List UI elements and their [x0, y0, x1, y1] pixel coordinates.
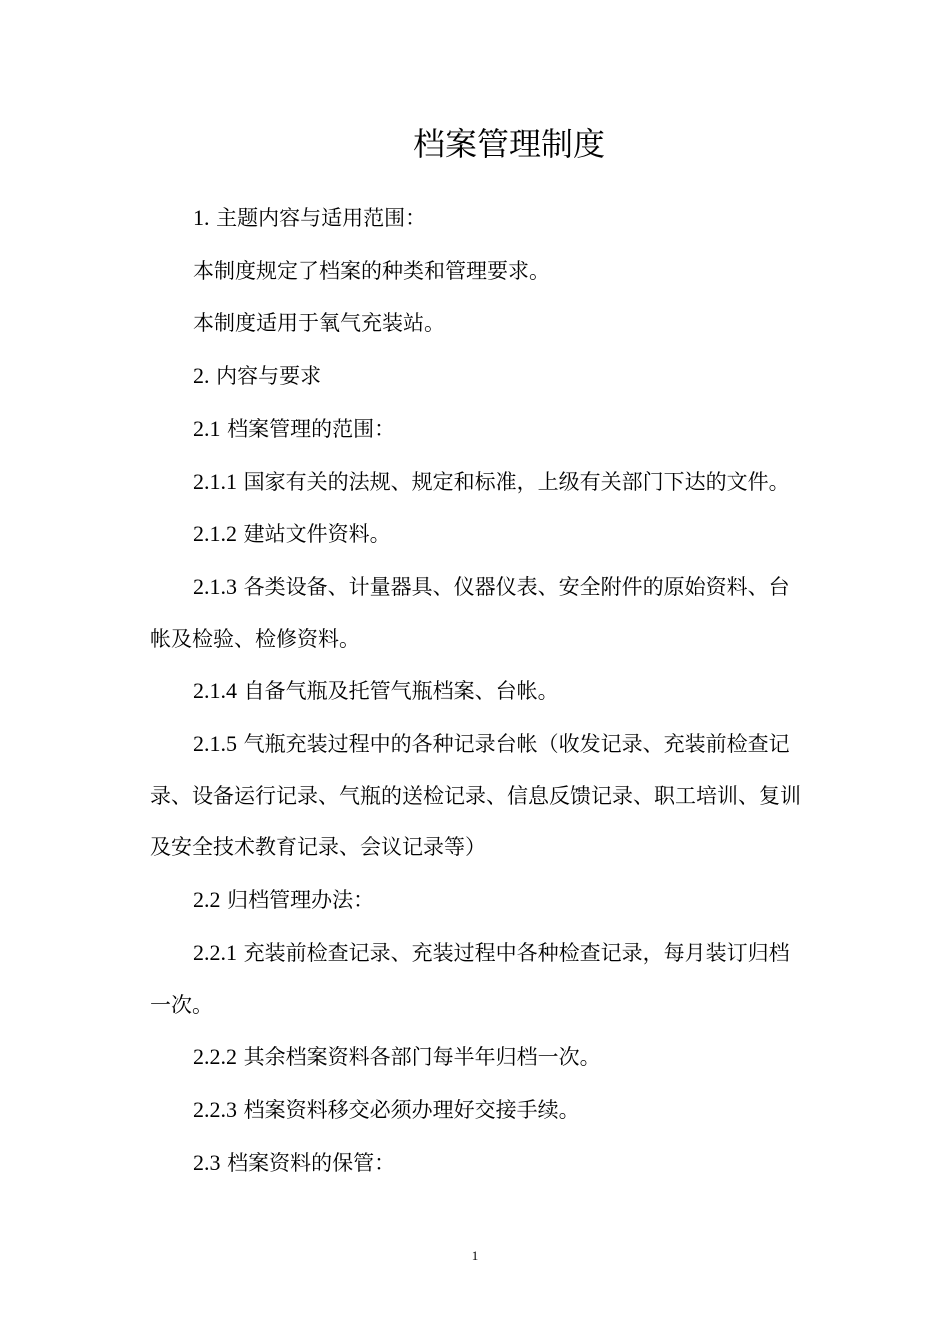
section-number: 2.2.2	[193, 1044, 237, 1070]
paragraph-text: 档案管理的范围：	[220, 416, 396, 441]
section-number: 2.	[193, 363, 210, 389]
document-body	[150, 192, 810, 1189]
paragraph-text: 其余档案资料各部门每半年归档一次。	[237, 1045, 601, 1070]
paragraph-text: 充装前检查记录、充装过程中各种检查记录，每月装订归档一次。	[150, 940, 790, 1017]
paragraph-text: 本制度规定了档案的种类和管理要求。	[193, 258, 550, 283]
section-number: 2.1.3	[193, 573, 237, 599]
section-number: 2.1.4	[193, 678, 237, 704]
paragraph	[150, 192, 810, 245]
paragraph	[150, 508, 810, 561]
section-number: 2.1.1	[193, 468, 237, 494]
section-number: 2.2.1	[193, 939, 237, 965]
page-number: 1	[471, 1248, 479, 1263]
section-number: 2.1.5	[193, 731, 237, 757]
paragraph	[150, 1084, 810, 1137]
paragraph-text: 主题内容与适用范围：	[209, 206, 427, 230]
paragraph	[150, 1031, 810, 1084]
paragraph	[150, 403, 810, 456]
paragraph-text: 自备气瓶及托管气瓶档案、台帐。	[237, 679, 559, 704]
section-number: 2.3	[193, 1149, 221, 1175]
section-number: 2.1.2	[193, 521, 237, 547]
paragraph	[150, 1137, 810, 1190]
paragraph-text: 各类设备、计量器具、仪器仪表、安全附件的原始资料、台帐及检验、检修资料。	[150, 574, 790, 651]
section-number: 2.1	[193, 415, 221, 441]
paragraph-text: 归档管理办法：	[220, 888, 375, 913]
paragraph	[150, 561, 810, 665]
paragraph-text: 本制度适用于氧气充装站。	[193, 311, 445, 336]
document-title: 档案管理制度	[412, 125, 605, 163]
paragraph-text: 建站文件资料。	[237, 522, 391, 547]
paragraph-text: 档案资料的保管：	[220, 1150, 396, 1175]
paragraph	[150, 927, 810, 1031]
section-number: 2.2.3	[193, 1096, 237, 1122]
section-number: 2.2	[193, 887, 221, 913]
paragraph-text: 气瓶充装过程中的各种记录台帐（收发记录、充装前检查记录、设备运行记录、气瓶的送检记录、信息反馈记录、职工培训、复训及安全技术教育记录、会议记录等）	[150, 732, 801, 860]
paragraph	[150, 874, 810, 927]
paragraph	[150, 245, 810, 298]
paragraph	[150, 665, 810, 718]
section-number: 1.	[193, 205, 210, 230]
paragraph-text: 内容与要求	[209, 364, 322, 389]
paragraph-text: 国家有关的法规、规定和标准，上级有关部门下达的文件。	[237, 469, 790, 494]
paragraph	[150, 456, 810, 509]
paragraph	[150, 718, 810, 874]
paragraph	[150, 350, 810, 403]
paragraph	[150, 297, 810, 350]
paragraph-text: 档案资料移交必须办理好交接手续。	[237, 1097, 580, 1122]
